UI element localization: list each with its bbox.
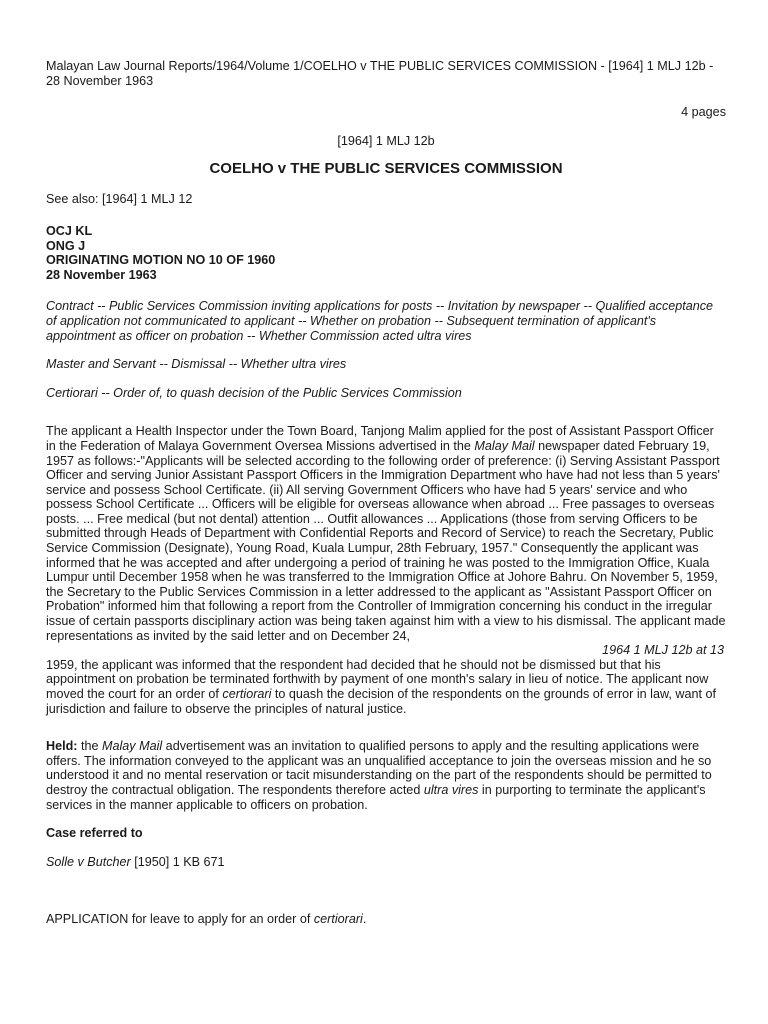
court-name: OCJ KL (46, 223, 93, 238)
held-text: the (77, 739, 102, 754)
judgment-date: 28 November 1963 (46, 267, 157, 282)
cases-referred-heading: Case referred to (46, 826, 143, 841)
report-breadcrumb: Malayan Law Journal Reports/1964/Volume 1/COELHO v THE PUBLIC SERVICES COMMISSION - [1964] 1 MLJ 12b - 28 November 1963 (46, 59, 714, 88)
newspaper-name: Malay Mail (474, 438, 535, 453)
certiorari-term: certiorari (313, 912, 363, 927)
case-reference-citation: [1950] 1 KB 671 (130, 854, 225, 869)
case-citation: [1964] 1 MLJ 12b (337, 133, 435, 148)
document-page (46, 59, 726, 927)
case-title: COELHO v THE PUBLIC SERVICES COMMISSION (209, 160, 563, 178)
facts-text-continued: newspaper dated February 19, 1957 as follows:-"Applicants will be selected according to the following order of preference: (i) Serving Assistant Passport Officer and serving Junior Assistant Passport Officers in the Immigration Department who have had not less than 5 years' service and possess School Certificate. (ii) All serving Government Officers who have had 5 years' service and who possess School Certificate ... Officers will be eligible for overseas allowance when abroad ... Free passages to overseas posts. ... Free medical (but not dental) attention ... Outfit allowances ... Applications (those from serving Officers to be submitted through Heads of Department with Confidential Reports and Record of Service) to reach the Secretary, Public Service Commission (Designate), Young Road, Kuala Lumpur, 28th February, 1957." Consequently the applicant was informed that he was accepted and after undergoing a period of training he was posted to the Immigration Office, Kuala Lumpur until December 1958 when he was transferred to the Immigration Office at Johore Bahru. On November 5, 1959, the Secretary to the Public Services Commission in a letter addressed to the applicant as "Assistant Passport Officer on Probation" informed him that following a report from the Controller of Immigration concerning his conduct in the irregular issue of certain passports disciplinary action was being taken against him with a view to his dismissal. The applicant made representations as invited by the said letter and on December 24, (46, 438, 726, 643)
application-text-end: . (362, 912, 367, 927)
held-label: Held: (46, 739, 78, 754)
judge-name: ONG J (46, 238, 86, 253)
certiorari-term: certiorari (222, 687, 272, 701)
catchword-master-servant: Master and Servant -- Dismissal -- Whether ultra vires (46, 357, 347, 372)
application-paragraph (46, 912, 726, 927)
see-also-reference: See also: [1964] 1 MLJ 12 (46, 192, 193, 207)
application-text: APPLICATION for leave to apply for an order of (46, 912, 314, 927)
case-reference (46, 855, 726, 870)
facts-text: 1959, the applicant was informed that the respondent had decided that he should not be dismissed but that his appointment on probation be terminated forthwith by payment of one month's salary in lieu of notice. The applicant now moved the court for an order of (46, 657, 709, 701)
held-paragraph (46, 739, 726, 812)
ultra-vires-term: ultra vires (423, 782, 479, 797)
case-reference-name: Solle v Butcher (46, 854, 131, 869)
catchword-certiorari: Certiorari -- Order of, to quash decision of the Public Services Commission (46, 385, 462, 400)
held-text: advertisement was an invitation to qualified persons to apply and the resulting applications were offers. The information conveyed to the applicant was an unqualified acceptance to join the overseas mission and he so understood it and no mental reservation or tacit misunderstanding on the part of the respondents should be permitted to destroy the contractual obligation. The respondents therefore acted (46, 739, 712, 797)
page-marker: 1964 1 MLJ 12b at 13 (602, 643, 724, 658)
facts-paragraph-2 (46, 658, 726, 716)
catchword-contract: Contract -- Public Services Commission inviting applications for posts -- Invitation by newspaper -- Qualified acceptance of application not communicated to applicant -- Whether on probation -- Subsequent termination of applicant's appointment as officer on probation -- Whether Commission acted ultra vires (46, 299, 714, 343)
page-count: 4 pages (681, 105, 726, 120)
newspaper-name: Malay Mail (102, 739, 163, 754)
facts-paragraph-1 (46, 424, 726, 643)
held-text: in purporting to terminate the applicant's services in the manner applicable to officers on probation. (46, 782, 706, 812)
court-details (46, 224, 726, 282)
headnote-facts (46, 424, 726, 716)
proceeding-number: ORIGINATING MOTION NO 10 OF 1960 (46, 253, 276, 268)
facts-text-continued: to quash the decision of the respondents on the grounds of error in law, want of jurisdiction and failure to observe the principles of natural justice. (46, 687, 716, 716)
facts-text: The applicant a Health Inspector under the Town Board, Tanjong Malim applied for the post of Assistant Passport Officer in the Federation of Malaya Government Oversea Missions advertised in the (46, 424, 714, 453)
